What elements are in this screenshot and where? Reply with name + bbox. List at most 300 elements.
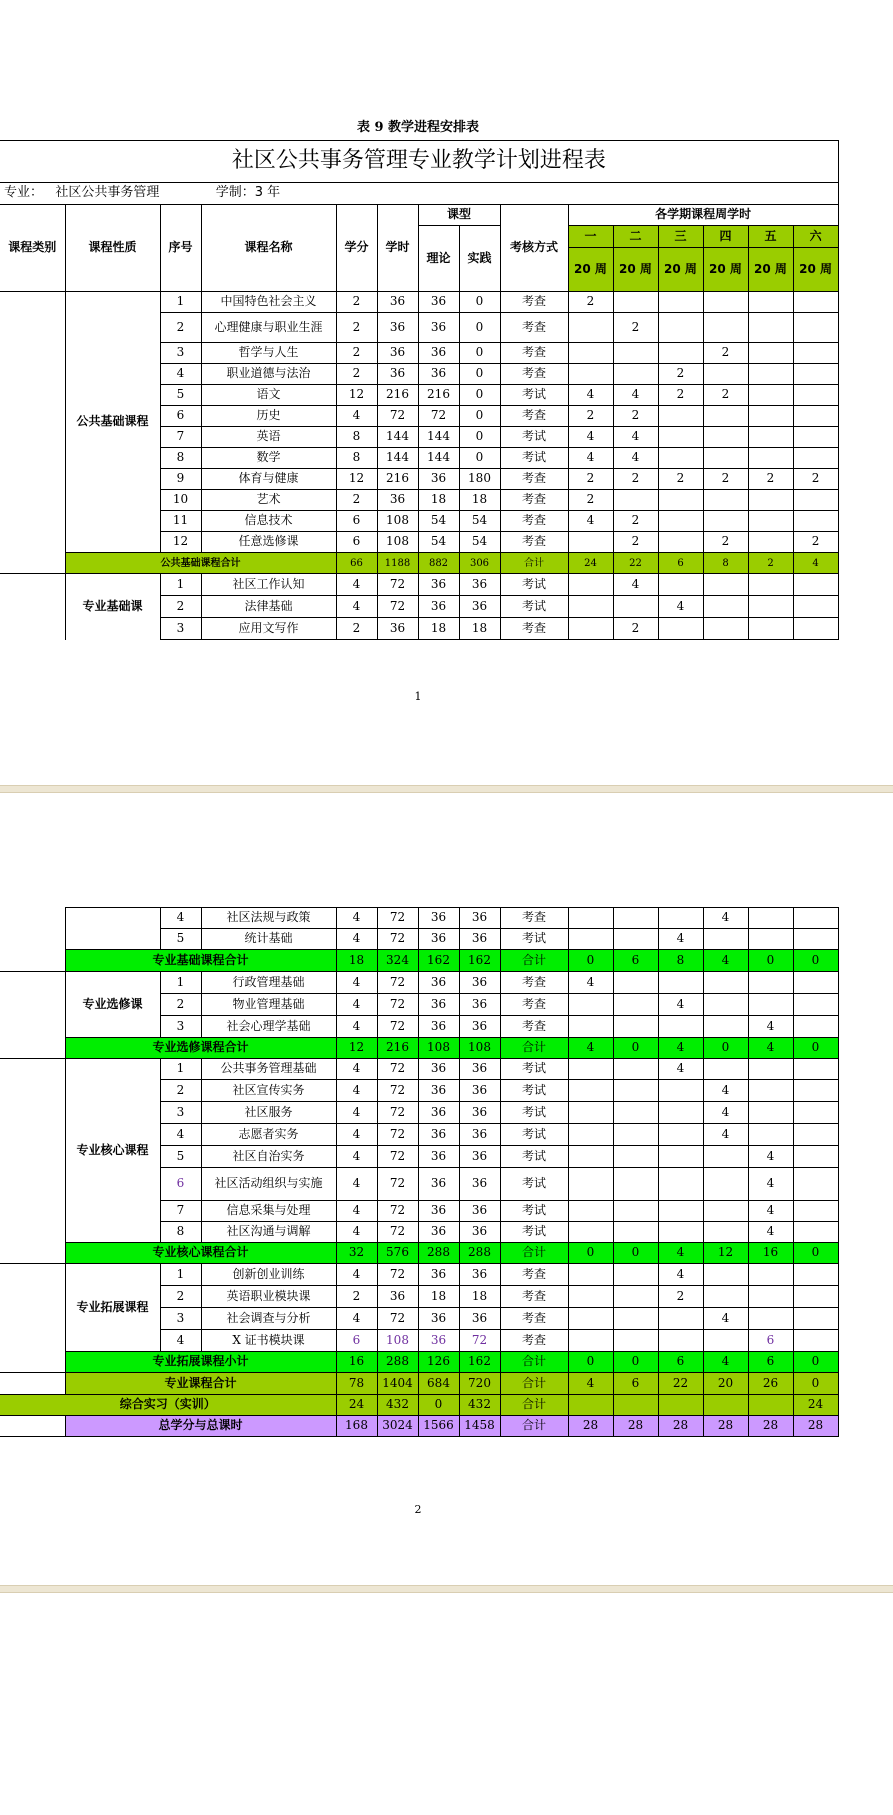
semester-5-hours: 4 [748, 1168, 793, 1201]
group-gonggong: 公共基础课程 [65, 292, 160, 553]
semester-4-hours [703, 511, 748, 532]
semester-6-hours [793, 929, 838, 950]
semester-2-hours [613, 1124, 658, 1146]
course-exam: 考查 [500, 313, 568, 343]
course-credit: 4 [336, 908, 377, 929]
course-practice: 18 [459, 618, 500, 640]
semester-4-hours [703, 448, 748, 469]
course-hours: 72 [377, 1168, 418, 1201]
course-name: 英语职业模块课 [201, 1286, 336, 1308]
course-no: 3 [160, 1102, 201, 1124]
course-name: 英语 [201, 427, 336, 448]
semester-5-hours [748, 618, 793, 640]
semester-4-hours: 2 [703, 469, 748, 490]
course-credit: 2 [336, 618, 377, 640]
total-semester-1: 0 [568, 1352, 613, 1373]
total-semester-6: 0 [793, 950, 838, 972]
course-name: 社区活动组织与实施 [201, 1168, 336, 1201]
total-exam: 合计 [500, 1395, 568, 1416]
course-credit: 2 [336, 343, 377, 364]
course-hours: 72 [377, 994, 418, 1016]
total-theory: 684 [418, 1373, 459, 1395]
total-semester-3: 8 [658, 950, 703, 972]
course-credit: 6 [336, 1330, 377, 1352]
course-theory: 36 [418, 1016, 459, 1038]
semester-2-hours [613, 364, 658, 385]
course-practice: 0 [459, 427, 500, 448]
course-theory: 36 [418, 1124, 459, 1146]
course-theory: 36 [418, 1168, 459, 1201]
semester-5-hours [748, 1124, 793, 1146]
semester-4-hours: 2 [703, 343, 748, 364]
semester-6-hours [793, 1016, 838, 1038]
total-semester-5: 6 [748, 1352, 793, 1373]
course-theory: 18 [418, 1286, 459, 1308]
total-row [0, 1038, 838, 1059]
semester-5-hours [748, 994, 793, 1016]
semester-4-hours: 4 [703, 1124, 748, 1146]
semester-3-hours [658, 406, 703, 427]
header-credit: 学分 [336, 205, 377, 292]
course-no: 7 [160, 1201, 201, 1222]
course-name: 艺术 [201, 490, 336, 511]
total-semester-3: 4 [658, 1038, 703, 1059]
course-hours: 36 [377, 343, 418, 364]
course-name: 创新创业训练 [201, 1264, 336, 1286]
course-exam: 考查 [500, 364, 568, 385]
semester-3-hours [658, 313, 703, 343]
semester-6-hours [793, 972, 838, 994]
total-theory: 882 [418, 553, 459, 574]
course-theory: 36 [418, 1201, 459, 1222]
course-credit: 4 [336, 1168, 377, 1201]
course-theory: 36 [418, 574, 459, 596]
semester-5-hours [748, 313, 793, 343]
total-theory: 108 [418, 1038, 459, 1059]
total-semester-6: 4 [793, 553, 838, 574]
group-hexin: 专业核心课程 [65, 1059, 160, 1243]
course-name: 信息技术 [201, 511, 336, 532]
course-no: 1 [160, 292, 201, 313]
course-no: 2 [160, 994, 201, 1016]
course-name: 历史 [201, 406, 336, 427]
semester-6-hours [793, 427, 838, 448]
course-hours: 72 [377, 1080, 418, 1102]
course-name: 语文 [201, 385, 336, 406]
course-theory: 144 [418, 427, 459, 448]
total-semester-5: 0 [748, 950, 793, 972]
semester-2-hours [613, 1016, 658, 1038]
semester-3-hours [658, 427, 703, 448]
course-no: 3 [160, 343, 201, 364]
semester-1-hours [568, 994, 613, 1016]
total-practice: 306 [459, 553, 500, 574]
semester-1-hours: 2 [568, 406, 613, 427]
semester-3-hours [658, 1124, 703, 1146]
course-name: 应用文写作 [201, 618, 336, 640]
course-hours: 36 [377, 364, 418, 385]
course-no: 5 [160, 1146, 201, 1168]
semester-5-hours [748, 929, 793, 950]
semester-4-hours [703, 596, 748, 618]
course-theory: 36 [418, 1102, 459, 1124]
semester-6-hours [793, 1201, 838, 1222]
document-page-1 [0, 0, 893, 785]
semester-1-hours [568, 929, 613, 950]
course-theory: 18 [418, 490, 459, 511]
semester-2-hours [613, 1059, 658, 1080]
course-exam: 考查 [500, 972, 568, 994]
semester-6-hours [793, 1286, 838, 1308]
semester-3-hours [658, 490, 703, 511]
course-theory: 216 [418, 385, 459, 406]
total-hours: 3024 [377, 1416, 418, 1437]
semester-1-hours [568, 1286, 613, 1308]
page-number: 1 [414, 690, 422, 703]
semester-2-hours [613, 1146, 658, 1168]
total-semester-4: 12 [703, 1243, 748, 1264]
total-semester-5 [748, 1395, 793, 1416]
semester-2-hours [613, 1264, 658, 1286]
teaching-plan-table-part-2 [0, 907, 839, 1437]
course-no: 4 [160, 908, 201, 929]
total-semester-4: 4 [703, 1352, 748, 1373]
document-page-3 [0, 1593, 893, 1815]
course-credit: 4 [336, 1264, 377, 1286]
header-semester-1: 一 [568, 226, 613, 248]
semester-5-hours [748, 532, 793, 553]
semester-1-hours: 4 [568, 427, 613, 448]
total-semester-1: 28 [568, 1416, 613, 1437]
semester-4-hours [703, 490, 748, 511]
course-practice: 0 [459, 448, 500, 469]
table-row [0, 1059, 838, 1080]
header-semester-2: 二 [613, 226, 658, 248]
course-theory: 36 [418, 1146, 459, 1168]
total-row [0, 1395, 838, 1416]
semester-6-hours [793, 490, 838, 511]
total-semester-3: 6 [658, 1352, 703, 1373]
semester-5-hours: 2 [748, 469, 793, 490]
total-exam: 合计 [500, 1416, 568, 1437]
course-hours: 72 [377, 406, 418, 427]
total-hours: 324 [377, 950, 418, 972]
total-semester-2: 6 [613, 1373, 658, 1395]
course-name: 法律基础 [201, 596, 336, 618]
major-value: 社区公共事务管理 [55, 185, 160, 201]
course-no: 1 [160, 574, 201, 596]
semester-2-hours: 2 [613, 618, 658, 640]
total-practice: 162 [459, 1352, 500, 1373]
course-practice: 36 [459, 1124, 500, 1146]
semester-2-hours [613, 1308, 658, 1330]
course-exam: 考查 [500, 1286, 568, 1308]
total-row [0, 1243, 838, 1264]
semester-1-hours [568, 1201, 613, 1222]
semester-5-hours [748, 490, 793, 511]
course-practice: 18 [459, 490, 500, 511]
semester-3-hours [658, 1201, 703, 1222]
total-semester-6: 0 [793, 1373, 838, 1395]
semester-5-hours [748, 427, 793, 448]
semester-6-hours [793, 448, 838, 469]
course-practice: 0 [459, 385, 500, 406]
course-practice: 36 [459, 1102, 500, 1124]
header-no: 序号 [160, 205, 201, 292]
semester-6-hours [793, 511, 838, 532]
semester-5-hours [748, 406, 793, 427]
total-semester-5: 28 [748, 1416, 793, 1437]
total-practice: 432 [459, 1395, 500, 1416]
course-theory: 36 [418, 1308, 459, 1330]
total-semester-2: 0 [613, 1352, 658, 1373]
total-semester-3: 28 [658, 1416, 703, 1437]
course-credit: 6 [336, 511, 377, 532]
major-info [0, 183, 838, 205]
course-practice: 0 [459, 364, 500, 385]
semester-4-hours: 4 [703, 1102, 748, 1124]
total-credit: 24 [336, 1395, 377, 1416]
course-hours: 72 [377, 1059, 418, 1080]
semester-4-hours [703, 1264, 748, 1286]
course-no: 2 [160, 596, 201, 618]
semester-6-hours [793, 313, 838, 343]
course-hours: 36 [377, 618, 418, 640]
course-credit: 4 [336, 1201, 377, 1222]
semester-5-hours: 4 [748, 1146, 793, 1168]
semester-6-hours [793, 994, 838, 1016]
course-hours: 72 [377, 596, 418, 618]
total-semester-5: 16 [748, 1243, 793, 1264]
header-weeks-4: 20 周 [703, 248, 748, 292]
course-credit: 4 [336, 1059, 377, 1080]
total-semester-5: 4 [748, 1038, 793, 1059]
semester-5-hours [748, 511, 793, 532]
semester-3-hours: 2 [658, 469, 703, 490]
course-theory: 36 [418, 1222, 459, 1243]
course-theory: 36 [418, 994, 459, 1016]
course-hours: 36 [377, 313, 418, 343]
total-semester-3 [658, 1395, 703, 1416]
semester-3-hours [658, 1222, 703, 1243]
semester-4-hours [703, 994, 748, 1016]
total-label: 总学分与总课时 [65, 1416, 336, 1437]
course-credit: 4 [336, 929, 377, 950]
course-credit: 4 [336, 1102, 377, 1124]
total-semester-4: 20 [703, 1373, 748, 1395]
semester-6-hours [793, 1264, 838, 1286]
course-practice: 36 [459, 929, 500, 950]
course-exam: 考查 [500, 994, 568, 1016]
total-hours: 1188 [377, 553, 418, 574]
course-credit: 12 [336, 469, 377, 490]
total-semester-6: 28 [793, 1416, 838, 1437]
semester-3-hours: 2 [658, 364, 703, 385]
course-no: 6 [160, 406, 201, 427]
total-label: 专业基础课程合计 [65, 950, 336, 972]
course-no: 1 [160, 972, 201, 994]
total-row [0, 1416, 838, 1437]
course-exam: 考试 [500, 929, 568, 950]
semester-3-hours [658, 1102, 703, 1124]
semester-1-hours [568, 1308, 613, 1330]
semester-1-hours [568, 1016, 613, 1038]
semester-3-hours [658, 1330, 703, 1352]
total-hours: 216 [377, 1038, 418, 1059]
semester-6-hours [793, 574, 838, 596]
semester-1-hours [568, 343, 613, 364]
semester-2-hours [613, 292, 658, 313]
semester-4-hours [703, 1201, 748, 1222]
semester-2-hours: 4 [613, 574, 658, 596]
course-theory: 36 [418, 1059, 459, 1080]
course-name: 体育与健康 [201, 469, 336, 490]
course-credit: 4 [336, 596, 377, 618]
semester-6-hours [793, 1080, 838, 1102]
total-practice: 720 [459, 1373, 500, 1395]
total-semester-2 [613, 1395, 658, 1416]
category-cell [0, 972, 65, 1038]
semester-5-hours [748, 972, 793, 994]
semester-2-hours [613, 929, 658, 950]
course-hours: 36 [377, 1286, 418, 1308]
semester-1-hours: 2 [568, 469, 613, 490]
semester-6-hours [793, 1059, 838, 1080]
course-hours: 108 [377, 532, 418, 553]
semester-5-hours [748, 448, 793, 469]
course-hours: 72 [377, 1308, 418, 1330]
total-semester-4: 8 [703, 553, 748, 574]
semester-2-hours: 4 [613, 385, 658, 406]
course-exam: 考试 [500, 1102, 568, 1124]
total-semester-3: 22 [658, 1373, 703, 1395]
group-zhuanye-jichu-cont [65, 908, 160, 950]
total-theory: 288 [418, 1243, 459, 1264]
semester-4-hours [703, 1059, 748, 1080]
semester-5-hours [748, 1286, 793, 1308]
total-hours: 1404 [377, 1373, 418, 1395]
course-hours: 72 [377, 1016, 418, 1038]
course-practice: 36 [459, 1080, 500, 1102]
header-semester-3: 三 [658, 226, 703, 248]
semester-6-hours [793, 385, 838, 406]
total-label: 专业选修课程合计 [65, 1038, 336, 1059]
semester-2-hours: 2 [613, 511, 658, 532]
course-name: 数学 [201, 448, 336, 469]
course-theory: 18 [418, 618, 459, 640]
semester-5-hours [748, 385, 793, 406]
course-hours: 72 [377, 929, 418, 950]
course-practice: 36 [459, 972, 500, 994]
course-exam: 考查 [500, 618, 568, 640]
total-semester-3: 6 [658, 553, 703, 574]
total-semester-4 [703, 1395, 748, 1416]
course-theory: 54 [418, 532, 459, 553]
total-label: 公共基础课程合计 [65, 553, 336, 574]
total-hours: 576 [377, 1243, 418, 1264]
semester-6-hours: 2 [793, 532, 838, 553]
semester-1-hours [568, 1102, 613, 1124]
course-name: 志愿者实务 [201, 1124, 336, 1146]
semester-2-hours: 2 [613, 406, 658, 427]
semester-3-hours: 4 [658, 994, 703, 1016]
course-name: 中国特色社会主义 [201, 292, 336, 313]
semester-3-hours: 2 [658, 385, 703, 406]
header-semester-4: 四 [703, 226, 748, 248]
course-exam: 考查 [500, 292, 568, 313]
total-semester-1: 0 [568, 1243, 613, 1264]
course-practice: 54 [459, 532, 500, 553]
semester-6-hours [793, 618, 838, 640]
semester-6-hours [793, 1168, 838, 1201]
course-credit: 8 [336, 448, 377, 469]
course-name: 任意选修课 [201, 532, 336, 553]
header-category: 课程类别 [0, 205, 65, 292]
total-semester-4: 0 [703, 1038, 748, 1059]
blank-cell [0, 1416, 65, 1437]
semester-4-hours [703, 972, 748, 994]
total-credit: 18 [336, 950, 377, 972]
course-no: 5 [160, 929, 201, 950]
semester-4-hours [703, 406, 748, 427]
course-name: 公共事务管理基础 [201, 1059, 336, 1080]
course-exam: 考查 [500, 490, 568, 511]
course-theory: 36 [418, 1330, 459, 1352]
semester-4-hours [703, 292, 748, 313]
course-theory: 36 [418, 1080, 459, 1102]
semester-5-hours [748, 1059, 793, 1080]
semester-5-hours: 6 [748, 1330, 793, 1352]
blank-cell [0, 1373, 65, 1395]
total-row [0, 1373, 838, 1395]
total-semester-1: 4 [568, 1373, 613, 1395]
semester-6-hours [793, 1222, 838, 1243]
semester-2-hours: 2 [613, 469, 658, 490]
course-practice: 36 [459, 1168, 500, 1201]
total-semester-5: 2 [748, 553, 793, 574]
course-name: 社区法规与政策 [201, 908, 336, 929]
course-no: 11 [160, 511, 201, 532]
course-hours: 216 [377, 385, 418, 406]
major-label: 专业： [4, 185, 44, 201]
course-practice: 0 [459, 406, 500, 427]
semester-3-hours [658, 908, 703, 929]
total-theory: 0 [418, 1395, 459, 1416]
semester-2-hours [613, 1330, 658, 1352]
semester-1-hours [568, 532, 613, 553]
semester-1-hours [568, 596, 613, 618]
course-practice: 36 [459, 1059, 500, 1080]
semester-5-hours [748, 364, 793, 385]
total-credit: 66 [336, 553, 377, 574]
course-exam: 考查 [500, 532, 568, 553]
course-hours: 72 [377, 1124, 418, 1146]
course-no: 1 [160, 1264, 201, 1286]
semester-6-hours [793, 343, 838, 364]
total-practice: 108 [459, 1038, 500, 1059]
blank-cell [0, 1352, 65, 1373]
total-label: 综合实习（实训） [0, 1395, 336, 1416]
semester-4-hours: 4 [703, 1308, 748, 1330]
teaching-plan-table-part-1 [0, 140, 839, 640]
header-weeks-2: 20 周 [613, 248, 658, 292]
semester-1-hours: 2 [568, 490, 613, 511]
course-hours: 72 [377, 908, 418, 929]
course-hours: 72 [377, 574, 418, 596]
semester-3-hours [658, 1016, 703, 1038]
semester-3-hours [658, 292, 703, 313]
total-exam: 合计 [500, 950, 568, 972]
